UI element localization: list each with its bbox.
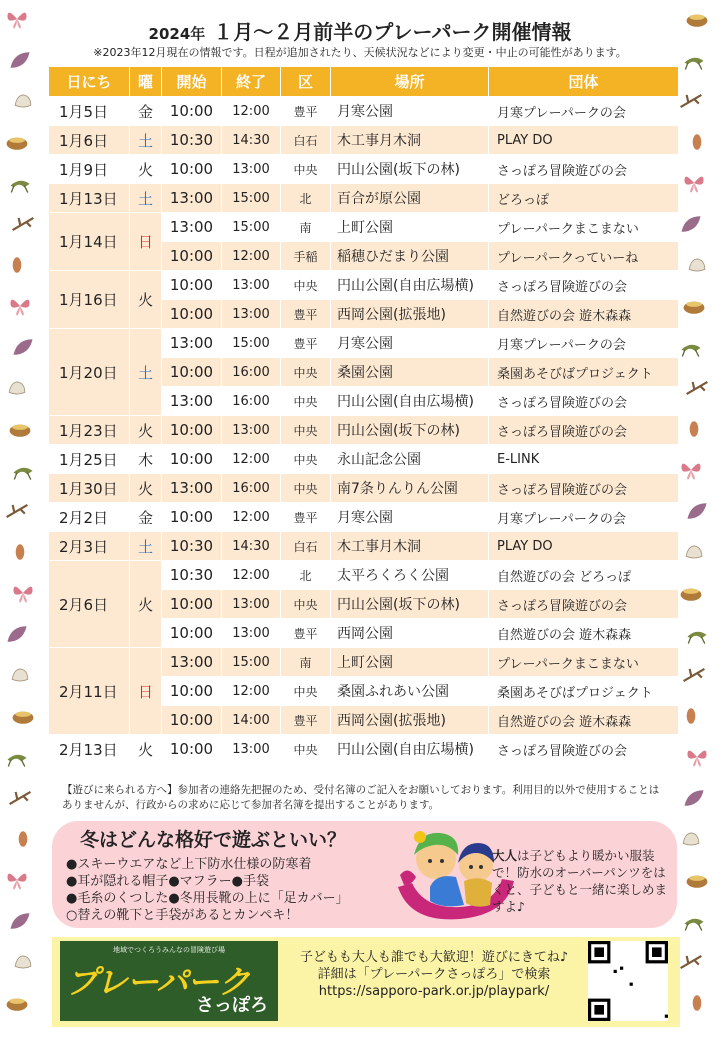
cell-end: 12:00 [222,677,281,706]
table-row [49,271,679,300]
cell-end: 12:00 [222,97,281,126]
cell-ward: 中央 [281,387,331,416]
cell-org: 自然遊びの会 遊木森森 [489,706,679,735]
qr-code-icon[interactable] [588,941,668,1021]
cell-place: 円山公園(自由広場横) [331,735,489,764]
cell-weekday: 金 [130,97,162,126]
cell-org: 自然遊びの会 遊木森森 [489,300,679,329]
cell-start: 10:00 [162,97,222,126]
seed-icon [684,129,710,159]
cell-org: 自然遊びの会 どろっぽ [489,561,679,590]
cell-place: 上町公園 [331,648,489,677]
cell-start: 10:00 [162,677,222,706]
leaf-icon [7,47,33,77]
cell-start: 13:00 [162,329,222,358]
twig-icon [10,211,36,241]
cell-ward: 豊平 [281,97,331,126]
cell-ward: 中央 [281,735,331,764]
cell-org: さっぽろ冒険遊びの会 [489,735,679,764]
cell-end: 12:00 [222,503,281,532]
cell-place: 円山公園(坂下の林) [331,155,489,184]
cell-place: 上町公園 [331,213,489,242]
cell-ward: 中央 [281,358,331,387]
cell-org: さっぽろ冒険遊びの会 [489,271,679,300]
cell-org: さっぽろ冒険遊びの会 [489,416,679,445]
cell-place: 円山公園(坂下の林) [331,416,489,445]
cell-org: PLAY DO [489,126,679,155]
bug-icon [4,744,30,774]
seed-icon [678,703,704,733]
rock-icon [4,375,30,405]
cell-org: プレーパークまこまない [489,213,679,242]
cell-org: さっぽろ冒険遊びの会 [489,590,679,619]
twig-icon [678,88,704,118]
cell-end: 12:00 [222,445,281,474]
leaf-icon [681,785,707,815]
cell-date: 1月25日 [49,445,130,474]
cell-end: 16:00 [222,358,281,387]
rock-icon [684,252,710,282]
table-header-row [49,67,679,97]
cell-place: 桑園公園 [331,358,489,387]
leaf-icon [684,498,710,528]
cell-end: 14:00 [222,706,281,735]
cell-weekday: 火 [130,561,162,648]
butterfly-icon [4,6,30,36]
cell-org: 月寒プレーパークの会 [489,503,679,532]
list-item: ●スキーウエアなど上下防水仕様の防寒着 [66,857,312,872]
cell-date: 2月13日 [49,735,130,764]
cell-start: 10:00 [162,271,222,300]
cell-ward: 中央 [281,155,331,184]
cell-weekday: 土 [130,126,162,155]
cell-date: 1月16日 [49,271,130,329]
page-title [48,16,672,45]
header-org: 団体 [489,67,679,97]
adult-text: は子どもより暖かい服装で！防水のオーバーパンツをはくと、子どもと一緒に楽しめますよ♪ [492,848,668,914]
cell-start: 13:00 [162,387,222,416]
cell-ward: 北 [281,561,331,590]
leaf-icon [7,908,33,938]
cell-weekday: 土 [130,532,162,561]
cell-start: 10:00 [162,300,222,329]
bug-icon [684,621,710,651]
bug-icon [681,908,707,938]
header-ward: 区 [281,67,331,97]
cell-org: プレーパークっていーね [489,242,679,271]
cell-ward: 南 [281,648,331,677]
cell-ward: 白石 [281,126,331,155]
cell-end: 13:00 [222,300,281,329]
cell-date: 1月30日 [49,474,130,503]
winter-list [66,856,349,924]
cell-place: 円山公園(自由広場横) [331,271,489,300]
cell-start: 10:30 [162,126,222,155]
schedule-table [48,66,679,764]
cell-place: 永山記念公園 [331,445,489,474]
cell-start: 13:00 [162,648,222,677]
cell-weekday: 日 [130,213,162,271]
cell-place: 月寒公園 [331,503,489,532]
cell-date: 1月6日 [49,126,130,155]
cell-end: 13:00 [222,619,281,648]
cell-weekday: 土 [130,184,162,213]
rock-icon [7,662,33,692]
twig-icon [678,949,704,979]
cell-ward: 中央 [281,416,331,445]
table-row [49,474,679,503]
basket-icon [684,867,710,897]
bug-icon [7,170,33,200]
cell-weekday: 土 [130,329,162,416]
cell-start: 10:00 [162,706,222,735]
winter-heading: 冬はどんな格好で遊ぶといい？ [80,829,347,851]
butterfly-icon [678,457,704,487]
cell-ward: 北 [281,184,331,213]
cell-weekday: 火 [130,735,162,764]
cell-org: PLAY DO [489,532,679,561]
basket-icon [684,6,710,36]
cell-weekday: 木 [130,445,162,474]
cell-start: 10:00 [162,358,222,387]
bug-icon [678,334,704,364]
header-dow: 曜 [130,67,162,97]
cell-start: 10:30 [162,532,222,561]
leaf-icon [678,211,704,241]
cell-org: さっぽろ冒険遊びの会 [489,387,679,416]
cell-end: 16:00 [222,387,281,416]
cell-start: 13:00 [162,213,222,242]
cell-place: 西岡公園(拡張地) [331,706,489,735]
basket-icon [681,293,707,323]
cell-ward: 中央 [281,677,331,706]
footnote: 【遊びに来られる方へ】参加者の連絡先把握のため、受付名簿のご記入をお願いしております。利用目的以外で使用することはありませんが、行政からの求めに応じて参加者名簿を提出することがあります。 [62,784,660,811]
cell-start: 13:00 [162,474,222,503]
cell-place: 南7条りんりん公園 [331,474,489,503]
cell-start: 10:00 [162,735,222,764]
cell-start: 13:00 [162,184,222,213]
cell-end: 13:00 [222,416,281,445]
twig-icon [681,662,707,692]
cell-place: 百合が原公園 [331,184,489,213]
footer-box [52,937,680,1027]
table-row [49,329,679,358]
cell-ward: 豊平 [281,706,331,735]
twig-icon [7,785,33,815]
cell-start: 10:00 [162,619,222,648]
title-text: １月～２月前半のプレーパーク開催情報 [213,20,572,44]
cell-place: 月寒公園 [331,329,489,358]
cell-ward: 豊平 [281,329,331,358]
cell-date: 2月11日 [49,648,130,735]
rock-icon [678,826,704,856]
cell-start: 10:00 [162,503,222,532]
seed-icon [4,252,30,282]
cell-start: 10:00 [162,445,222,474]
cell-end: 13:00 [222,271,281,300]
seed-icon [681,416,707,446]
cell-place: 稲穂ひだまり公園 [331,242,489,271]
seed-icon [7,539,33,569]
list-item: ●耳が隠れる帽子●マフラー●手袋 [66,874,270,889]
cell-end: 16:00 [222,474,281,503]
cell-place: 円山公園(坂下の林) [331,590,489,619]
twig-icon [684,375,710,405]
cell-end: 12:00 [222,242,281,271]
cell-end: 15:00 [222,329,281,358]
logo-sub-text: さっぽろ [196,995,268,1016]
cell-start: 10:00 [162,242,222,271]
cell-end: 15:00 [222,648,281,677]
cell-date: 2月6日 [49,561,130,648]
cell-ward: 中央 [281,445,331,474]
twig-icon [4,498,30,528]
cell-start: 10:00 [162,155,222,184]
cell-end: 15:00 [222,213,281,242]
cell-ward: 中央 [281,474,331,503]
header-start: 開始 [162,67,222,97]
notice-text: ※2023年12月現在の情報です。日程が追加されたり、天候状況などにより変更・中止の可能性があります。 [93,46,627,59]
cell-date: 1月23日 [49,416,130,445]
bug-icon [10,457,36,487]
cell-weekday: 日 [130,648,162,735]
cell-org: さっぽろ冒険遊びの会 [489,155,679,184]
cell-ward: 豊平 [281,503,331,532]
footer-line1: 子どもも大人も誰でも大歓迎！遊びにきてね♪ [299,950,569,965]
footer-url[interactable]: https://sapporo-park.or.jp/playpark/ [318,984,550,999]
cell-date: 1月5日 [49,97,130,126]
list-item: ●毛糸のくつした●冬用長靴の上に「足カバー」 [66,891,349,906]
cell-org: 月寒プレーパークの会 [489,97,679,126]
table-row [49,445,679,474]
cell-end: 13:00 [222,155,281,184]
table-row [49,416,679,445]
cell-org: E-LINK [489,445,679,474]
table-row [49,97,679,126]
cell-ward: 豊平 [281,300,331,329]
cell-end: 13:00 [222,735,281,764]
footer-line2: 詳細は「プレーパークさっぽろ」で検索 [317,967,551,982]
cell-place: 円山公園(自由広場横) [331,387,489,416]
adult-advice [492,847,672,915]
title-year: 2024年 [148,25,206,43]
cell-weekday: 火 [130,474,162,503]
butterfly-icon [4,867,30,897]
header-end: 終了 [222,67,281,97]
cell-ward: 中央 [281,590,331,619]
footer-text [284,949,584,1000]
cell-place: 木工事月木洞 [331,532,489,561]
basket-icon [4,129,30,159]
cell-date: 1月9日 [49,155,130,184]
logo-main-text: プレーパーク [66,963,250,1001]
table-row [49,126,679,155]
butterfly-icon [7,293,33,323]
cell-end: 12:00 [222,561,281,590]
cell-start: 10:00 [162,416,222,445]
basket-icon [678,580,704,610]
cell-org: どろっぽ [489,184,679,213]
butterfly-icon [681,170,707,200]
cell-place: 木工事月木洞 [331,126,489,155]
cell-ward: 手稲 [281,242,331,271]
cell-weekday: 金 [130,503,162,532]
cell-date: 1月13日 [49,184,130,213]
cell-ward: 中央 [281,271,331,300]
leaf-icon [10,334,36,364]
right-border-decoration [676,0,720,1040]
basket-icon [10,703,36,733]
header-place: 場所 [331,67,489,97]
table-row [49,648,679,677]
leaf-icon [4,621,30,651]
butterfly-icon [10,580,36,610]
logo-tagline: 地域でつくろうみんなの冒険遊び場 [113,946,225,954]
cell-org: プレーパークまこまない [489,648,679,677]
cell-org: さっぽろ冒険遊びの会 [489,474,679,503]
cell-start: 10:30 [162,561,222,590]
basket-icon [7,416,33,446]
cell-weekday: 火 [130,416,162,445]
cell-place: 月寒公園 [331,97,489,126]
table-row [49,213,679,242]
table-row [49,503,679,532]
cell-org: 桑園あそびばプロジェクト [489,677,679,706]
winter-clothing-box [52,821,677,928]
cell-start: 10:00 [162,590,222,619]
cell-org: 月寒プレーパークの会 [489,329,679,358]
list-item: ○替えの靴下と手袋があるとカンペキ！ [66,908,299,923]
cell-ward: 豊平 [281,619,331,648]
basket-icon [4,990,30,1020]
cell-end: 13:00 [222,590,281,619]
cell-place: 桑園ふれあい公園 [331,677,489,706]
cell-end: 14:30 [222,532,281,561]
butterfly-icon [684,744,710,774]
cell-end: 15:00 [222,184,281,213]
cell-ward: 白石 [281,532,331,561]
cell-place: 西岡公園(拡張地) [331,300,489,329]
cell-place: 西岡公園 [331,619,489,648]
table-row [49,155,679,184]
cell-org: 自然遊びの会 遊木森森 [489,619,679,648]
header-date: 日にち [49,67,130,97]
cell-weekday: 火 [130,271,162,329]
cell-date: 1月20日 [49,329,130,416]
cell-date: 2月2日 [49,503,130,532]
cell-org: 桑園あそびばプロジェクト [489,358,679,387]
cell-weekday: 火 [130,155,162,184]
cell-date: 2月3日 [49,532,130,561]
table-row [49,561,679,590]
cell-date: 1月14日 [49,213,130,271]
seed-icon [10,826,36,856]
table-row [49,735,679,764]
cell-end: 14:30 [222,126,281,155]
left-border-decoration [0,0,44,1040]
bug-icon [681,47,707,77]
adult-bold: 大人 [492,848,518,863]
table-body [49,97,679,764]
rock-icon [10,949,36,979]
cell-place: 太平ろくろく公園 [331,561,489,590]
playpark-logo [60,941,278,1021]
seed-icon [684,990,710,1020]
cell-ward: 南 [281,213,331,242]
table-row [49,532,679,561]
table-row [49,184,679,213]
rock-icon [10,88,36,118]
rock-icon [681,539,707,569]
